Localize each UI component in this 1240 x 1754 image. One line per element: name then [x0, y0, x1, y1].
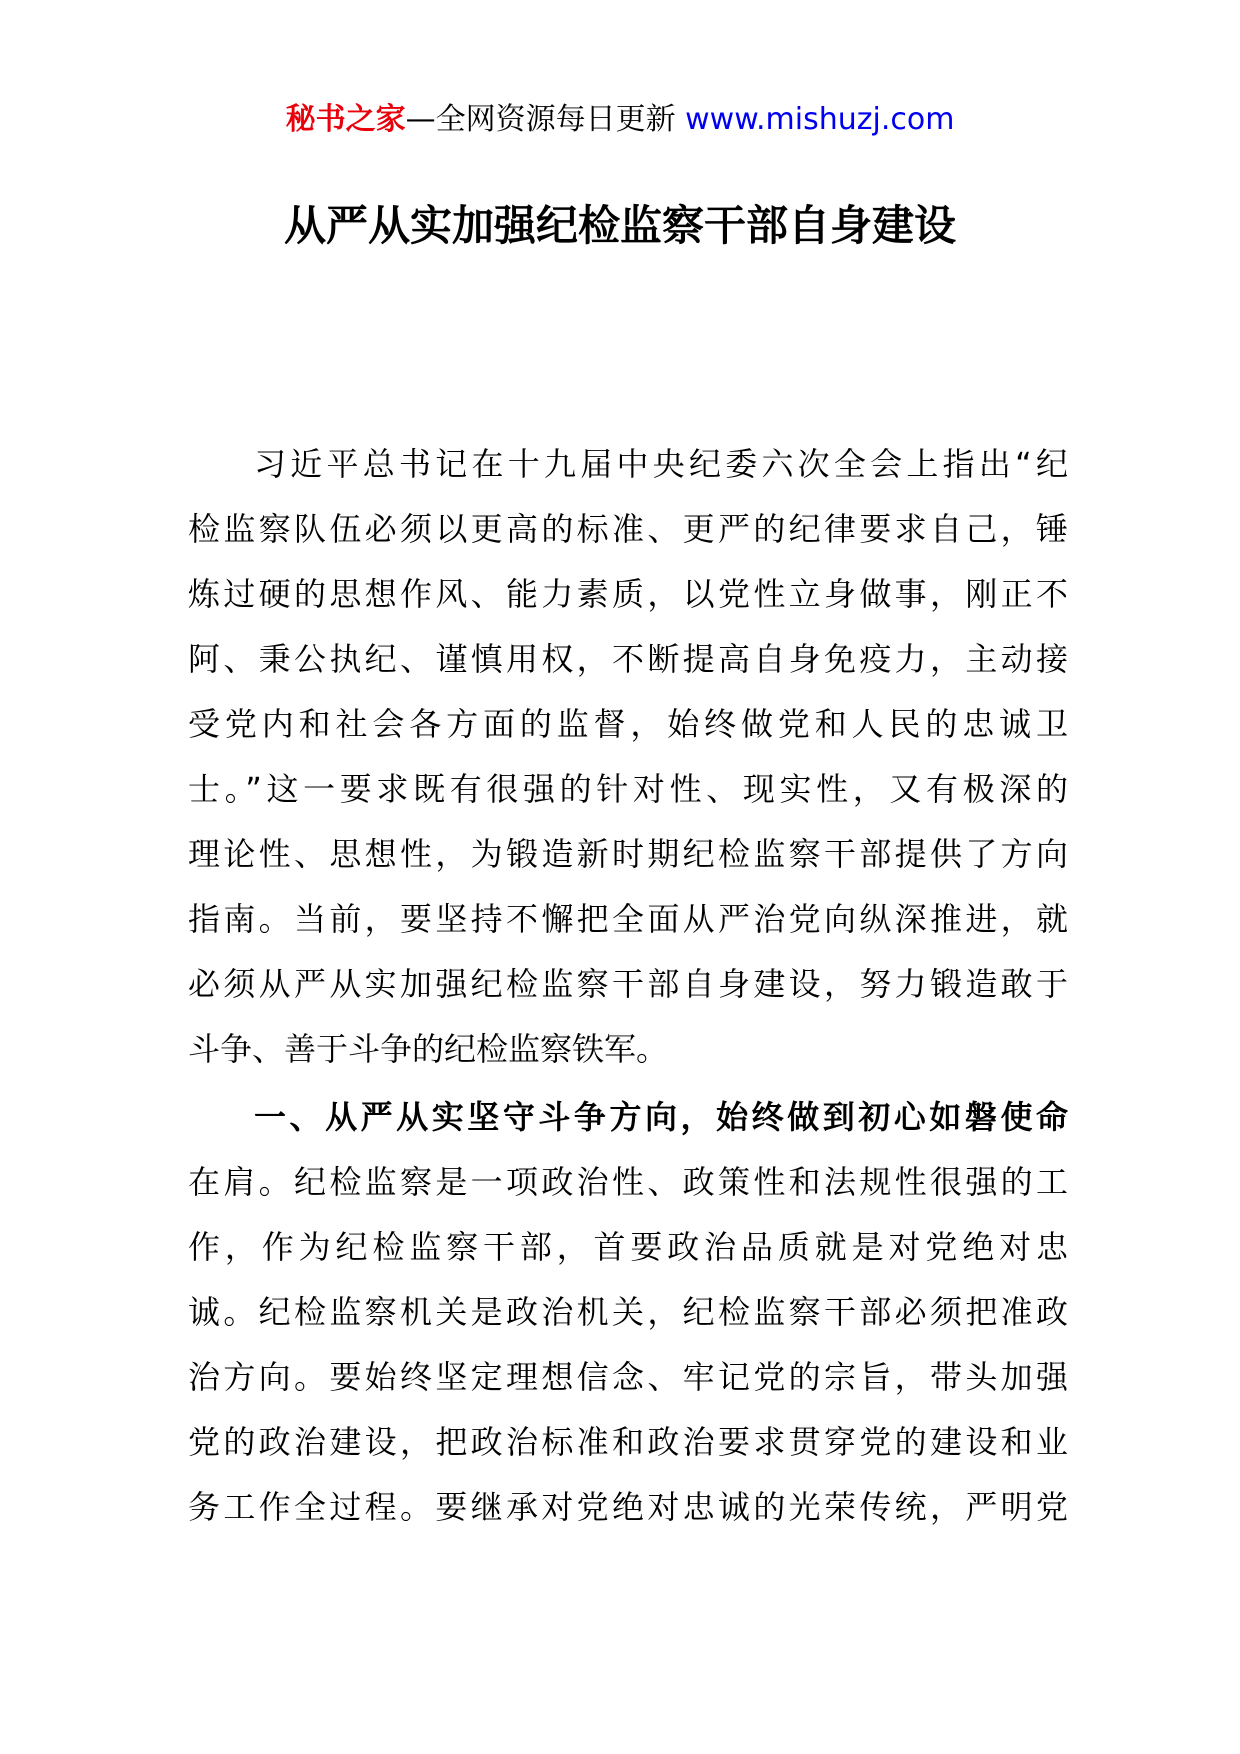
- paragraph-line: 必须从严从实加强纪检监察干部自身建设，努力锻造敢于: [188, 965, 1068, 1003]
- paragraph-line: 党的政治建设，把政治标准和政治要求贯穿党的建设和业: [188, 1423, 1068, 1461]
- paragraph-intro: [188, 432, 1068, 1082]
- paragraph-line: 受党内和社会各方面的监督，始终做党和人民的忠诚卫: [188, 705, 1068, 743]
- brand-name: 秘书之家: [285, 102, 406, 137]
- paragraph-line: 炼过硬的思想作风、能力素质，以党性立身做事，刚正不: [188, 575, 1068, 613]
- section-heading-line: 一、从严从实坚守斗争方向，始终做到初心如磐使命: [254, 1098, 1068, 1136]
- paragraph-line: 在肩。纪检监察是一项政治性、政策性和法规性很强的工: [188, 1163, 1068, 1201]
- paragraph-line: 士。”这一要求既有很强的针对性、现实性，又有极深的: [188, 770, 1068, 808]
- page-header: [0, 98, 1240, 142]
- paragraph-line: 治方向。要始终坚定理想信念、牢记党的宗旨，带头加强: [188, 1358, 1068, 1396]
- paragraph-line: 阿、秉公执纪、谨慎用权，不断提高自身免疫力，主动接: [188, 640, 1068, 678]
- paragraph-line: 诚。纪检监察机关是政治机关，纪检监察干部必须把准政: [188, 1293, 1068, 1331]
- paragraph-section-one: [188, 1085, 1068, 1540]
- website-link[interactable]: www.mishuzj.com: [685, 102, 955, 137]
- paragraph-line: 指南。当前，要坚持不懈把全面从严治党向纵深推进，就: [188, 900, 1068, 938]
- header-tagline: —全网资源每日更新: [405, 102, 676, 137]
- paragraph-line: 斗争、善于斗争的纪检监察铁军。: [188, 1030, 669, 1068]
- paragraph-line: 习近平总书记在十九届中央纪委六次全会上指出“纪: [254, 445, 1068, 483]
- paragraph-line: 检监察队伍必须以更高的标准、更严的纪律要求自己，锤: [188, 510, 1068, 548]
- document-title: 从严从实加强纪检监察干部自身建设: [283, 201, 956, 250]
- paragraph-line: 务工作全过程。要继承对党绝对忠诚的光荣传统，严明党: [188, 1488, 1068, 1526]
- paragraph-line: 理论性、思想性，为锻造新时期纪检监察干部提供了方向: [188, 835, 1068, 873]
- paragraph-line: 作，作为纪检监察干部，首要政治品质就是对党绝对忠: [188, 1228, 1068, 1266]
